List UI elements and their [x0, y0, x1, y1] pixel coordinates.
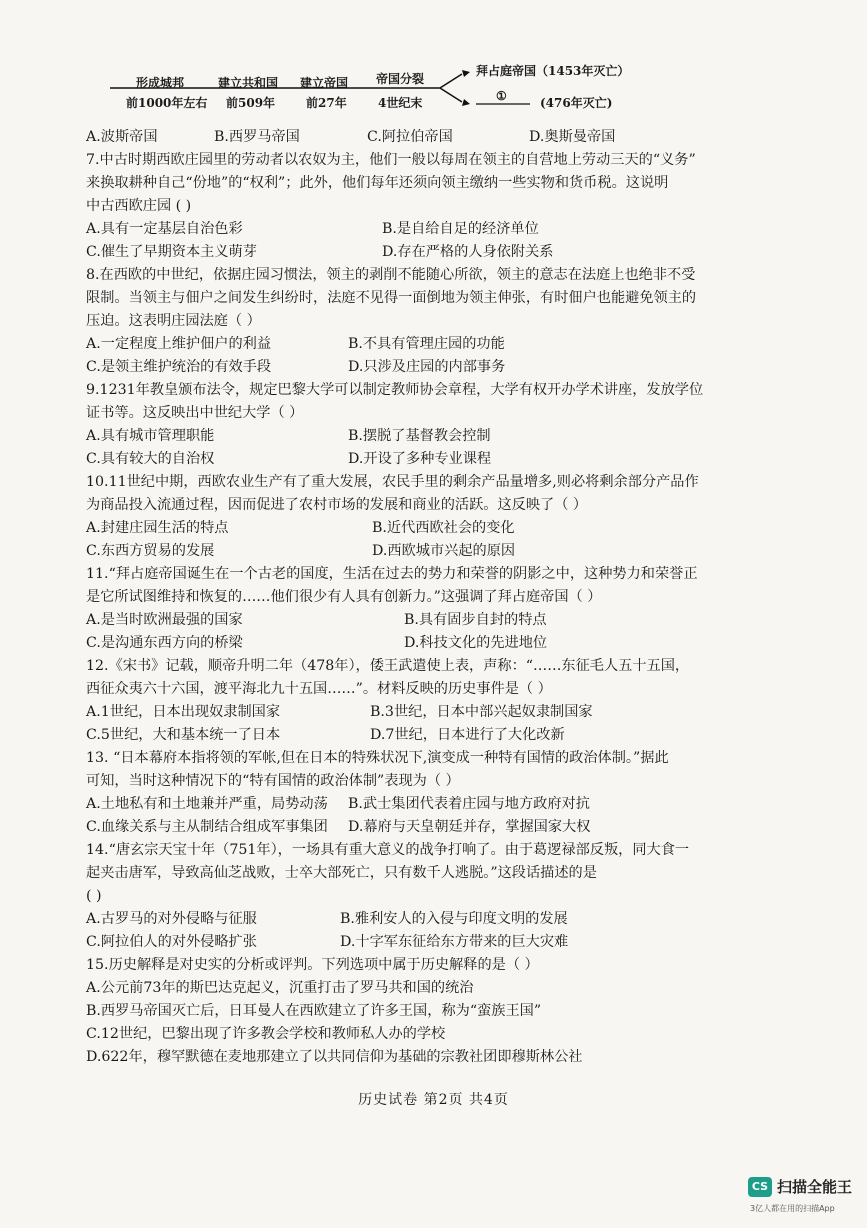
timeline-event-1: 形成城邦	[136, 76, 185, 90]
q13-option-d[interactable]: D.幕府与天皇朝廷并存，掌握国家大权	[348, 819, 591, 835]
page-footer: 历史试卷 第2页 共4页	[358, 1092, 509, 1108]
timeline-event-4: 帝国分裂	[376, 72, 425, 86]
q10-stem-line: 10.11世纪中期，西欧农业生产有了重大发展，农民手里的剩余产品量增多,则必将剩余部分产品作	[86, 474, 699, 490]
q8-stem-line: 8.在西欧的中世纪，依据庄园习惯法，领主的剥削不能随心所欲，领主的意志在法庭上也绝非不受	[86, 267, 696, 283]
q8-option-a[interactable]: A.一定程度上维护佃户的利益	[86, 336, 272, 352]
q8-stem-line: 限制。当领主与佃户之间发生纠纷时，法庭不见得一面倒地为领主伸张，有时佃户也能避免领主的	[86, 290, 697, 306]
q15-option-d[interactable]: D.622年，穆罕默德在麦地那建立了以共同信仰为基础的宗教社团即穆斯林公社	[86, 1049, 583, 1065]
q12-stem-line: 西征众夷六十六国，渡平海北九十五国……”。材料反映的历史事件是（ ）	[86, 681, 552, 697]
q10-stem-line: 为商品投入流通过程，因而促进了农村市场的发展和商业的活跃。这反映了（ ）	[86, 497, 588, 513]
question-15	[86, 954, 786, 1069]
q14-option-b[interactable]: B.雅利安人的入侵与印度文明的发展	[340, 911, 568, 927]
q7-stem-line: 来换取耕种自己“份地”的“权利”；此外，他们每年还须向领主缴纳一些实物和货币税。这说明	[86, 175, 669, 191]
question-8	[86, 264, 786, 379]
question-13	[86, 747, 786, 839]
question-14	[86, 839, 786, 954]
timeline-event-2: 建立共和国	[218, 76, 279, 90]
timeline-diagram	[100, 56, 660, 120]
q8-stem-line: 压迫。这表明庄园法庭（ ）	[86, 313, 261, 329]
q9-option-c[interactable]: C.具有较大的自治权	[86, 451, 215, 467]
timeline-branch-note: (476年灭亡)	[540, 96, 613, 110]
watermark-name: 扫描全能王	[777, 1178, 853, 1196]
q7-option-c[interactable]: C.催生了早期资本主义萌芽	[86, 244, 257, 260]
q8-option-c[interactable]: C.是领主维护统治的有效手段	[86, 359, 272, 375]
question-11	[86, 563, 786, 655]
q11-stem-line: 是它所试图维持和恢复的……他们很少有人具有创新力。”这强调了拜占庭帝国（ ）	[86, 589, 602, 605]
q10-option-a[interactable]: A.封建庄园生活的特点	[86, 520, 229, 536]
q15-stem-line: 15.历史解释是对史实的分析或评判。下列选项中属于历史解释的是（ ）	[86, 957, 539, 973]
q14-stem-line: 14.“唐玄宗天宝十年（751年），一场具有重大意义的战争打响了。由于葛逻禄部反叛，同大食一	[86, 842, 690, 858]
q15-option-b[interactable]: B.西罗马帝国灭亡后，日耳曼人在西欧建立了许多王国，称为“蛮族王国”	[86, 1003, 542, 1019]
timeline-blank-marker: ①	[496, 89, 507, 103]
q10-option-c[interactable]: C.东西方贸易的发展	[86, 543, 215, 559]
q7-option-b[interactable]: B.是自给自足的经济单位	[382, 221, 539, 237]
q14-option-a[interactable]: A.古罗马的对外侵略与征服	[86, 911, 257, 927]
question-12	[86, 655, 786, 747]
q6-option-c[interactable]: C.阿拉伯帝国	[367, 129, 453, 145]
q12-option-a[interactable]: A.1世纪，日本出现奴隶制国家	[86, 704, 281, 720]
q11-stem-line: 11.“拜占庭帝国诞生在一个古老的国度，生活在过去的势力和荣誉的阴影之中，这种势力和荣誉正	[86, 566, 698, 582]
q9-option-a[interactable]: A.具有城市管理职能	[86, 428, 215, 444]
watermark-tagline: 3亿人都在用的扫描App	[750, 1204, 835, 1213]
q15-option-c[interactable]: C.12世纪，巴黎出现了许多教会学校和教师私人办的学校	[86, 1026, 446, 1042]
question-9	[86, 379, 786, 471]
q11-option-b[interactable]: B.具有固步自封的特点	[404, 612, 547, 628]
q10-option-d[interactable]: D.西欧城市兴起的原因	[372, 543, 516, 559]
q10-option-b[interactable]: B.近代西欧社会的变化	[372, 520, 515, 536]
q12-option-b[interactable]: B.3世纪，日本中部兴起奴隶制国家	[370, 704, 593, 720]
scanner-watermark	[748, 1176, 852, 1197]
q6-option-a[interactable]: A.波斯帝国	[86, 129, 158, 145]
q13-option-b[interactable]: B.武士集团代表着庄园与地方政府对抗	[348, 796, 590, 812]
camscanner-icon: CS	[748, 1177, 772, 1197]
timeline-date-4: 4世纪末	[378, 96, 423, 110]
q6-option-d[interactable]: D.奥斯曼帝国	[529, 129, 616, 145]
q14-option-d[interactable]: D.十字军东征给东方带来的巨大灾难	[340, 934, 569, 950]
q7-option-a[interactable]: A.具有一定基层自治色彩	[86, 221, 243, 237]
q13-option-c[interactable]: C.血缘关系与主从制结合组成军事集团	[86, 819, 328, 835]
q9-stem-line: 9.1231年教皇颁布法令，规定巴黎大学可以制定教师协会章程，大学有权开办学术讲座，发放学位	[86, 382, 704, 398]
q7-option-d[interactable]: D.存在严格的人身依附关系	[382, 244, 554, 260]
q6-options	[86, 126, 786, 149]
question-7	[86, 149, 786, 264]
q8-option-d[interactable]: D.只涉及庄园的内部事务	[348, 359, 506, 375]
q11-option-d[interactable]: D.科技文化的先进地位	[404, 635, 548, 651]
timeline-branch-byzantine: 拜占庭帝国（1453年灭亡）	[476, 64, 630, 78]
q13-option-a[interactable]: A.土地私有和土地兼并严重，局势动荡	[86, 796, 328, 812]
q14-stem-line: ( )	[86, 888, 102, 904]
q12-option-c[interactable]: C.5世纪，大和基本统一了日本	[86, 727, 281, 743]
q8-option-b[interactable]: B.不具有管理庄园的功能	[348, 336, 505, 352]
q14-option-c[interactable]: C.阿拉伯人的对外侵略扩张	[86, 934, 257, 950]
q11-option-a[interactable]: A.是当时欧洲最强的国家	[86, 612, 243, 628]
q9-stem-line: 证书等。这反映出中世纪大学（ ）	[86, 405, 304, 421]
question-10	[86, 471, 786, 563]
q12-stem-line: 12.《宋书》记载，顺帝升明二年（478年），倭王武遣使上表，声称：“……东征毛人五十五国，	[86, 658, 690, 674]
question-content	[86, 126, 786, 1069]
q7-stem-line: 7.中古时期西欧庄园里的劳动者以农奴为主，他们一般以每周在领主的自营地上劳动三天的“义务”	[86, 152, 696, 168]
q6-option-b[interactable]: B.西罗马帝国	[214, 129, 300, 145]
timeline-date-2: 前509年	[226, 96, 276, 110]
q12-option-d[interactable]: D.7世纪，日本进行了大化改新	[370, 727, 565, 743]
q7-stem-line: 中古西欧庄园 ( )	[86, 198, 192, 214]
q9-option-b[interactable]: B.摆脱了基督教会控制	[348, 428, 491, 444]
q11-option-c[interactable]: C.是沟通东西方向的桥梁	[86, 635, 243, 651]
timeline-event-3: 建立帝国	[300, 76, 349, 90]
q13-stem-line: 13. “日本幕府本指将领的军帐,但在日本的特殊状况下,演变成一种特有国情的政治体制。”据此	[86, 750, 669, 766]
timeline-date-3: 前27年	[306, 96, 347, 110]
q13-stem-line: 可知，当时这种情况下的“特有国情的政治体制”表现为（ ）	[86, 773, 460, 789]
q15-option-a[interactable]: A.公元前73年的斯巴达克起义，沉重打击了罗马共和国的统治	[86, 980, 474, 996]
q14-stem-line: 起夹击唐军，导致高仙芝战败，士卒大部死亡，只有数千人逃脱。”这段话描述的是	[86, 865, 597, 881]
q9-option-d[interactable]: D.开设了多种专业课程	[348, 451, 492, 467]
timeline-date-1: 前1000年左右	[126, 96, 208, 110]
